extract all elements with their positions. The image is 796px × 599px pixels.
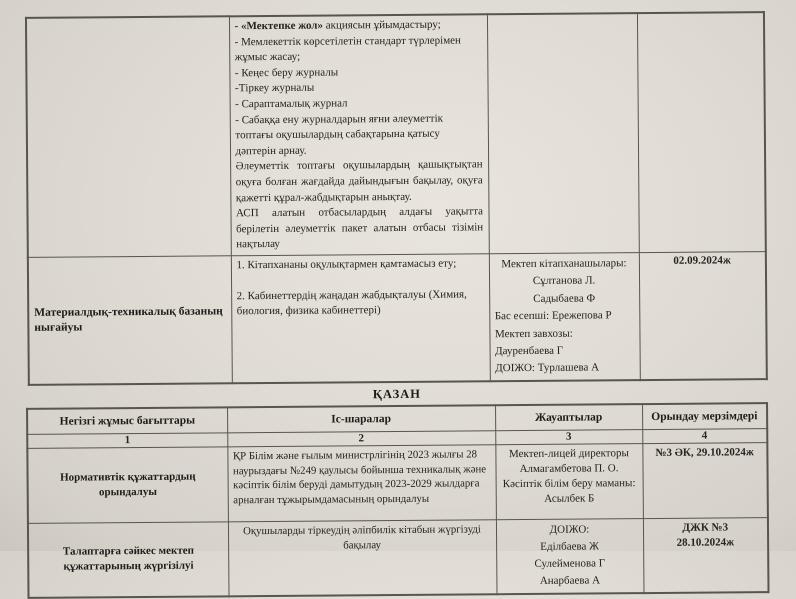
direction-cell: Талаптарға сәйкес мектеп құжаттарының жүргізілуі [28,522,229,598]
responsible-cell-empty [487,13,639,254]
column-number: 2 [227,430,495,446]
column-header-deadlines: Орындау мерзімдері [642,403,767,429]
column-header-activities: Іс-шаралар [227,405,495,433]
responsible-cell: ДОІЖО: Еділбаева Ж Сулейменова Г Анарбаева А [496,518,644,593]
activities-cell [231,254,490,383]
column-number: 3 [495,429,642,444]
activity-lead-rest: акциясын ұйымдастыру; [322,18,441,32]
activity-lead-bold: - «Мектепке жол» [234,19,324,33]
responsible-cell: Мектеп-лицей директоры Алмагамбетова П. О. Кәсіптік білім беру маманы: Асылбек Б [495,443,643,519]
month-title: ҚАЗАН [372,386,422,401]
activities-cell: ҚР Білім және ғылым министрлігінің 2023 жылғы 28 наурыздағы №249 қаулысы бойынша техникалық және кәсіптік білім беруді дамытудың 2023-2029 жылдарға арналған тұжырымдамасының орындалуы [227,444,496,521]
deadline-cell: 02.09.2024ж [639,252,767,380]
deadline-cell: ДЖК №3 28.10.2024ж [643,517,769,592]
activity-lines: - Мемлекеттік көрсетілетін стандарт түрлерімен жұмыс жасау; - Кеңес беру журналы -Тіркеу журналы - Сараптамалық журнал - Сабаққа ену журналдарын яғни әлеуметтік топтағы оқушылардың сабақтарына қатысу дәптерін арнау. [234,34,461,158]
deadline-cell-empty [637,12,766,252]
direction-cell-empty [26,16,231,257]
direction-cell: Материалдық-техникалық базаның нығайуы [28,256,232,385]
direction-cell: Нормативтік құжаттардың орындалуы [27,447,228,524]
column-number: 4 [642,428,767,443]
column-header-directions: Негізгі жұмыс бағыттары [27,407,227,434]
table-row [27,442,768,523]
column-header-responsible: Жауаптылар [495,404,642,431]
table-row [26,12,766,257]
activities-cell [229,14,489,255]
responsible-centered-lines: Мектеп кітапханашылары: Сұлтанова Л. Садыбаева Ф [501,257,627,305]
responsible-cell [489,253,640,382]
table-row [28,252,767,385]
column-number: 1 [27,433,227,449]
plan-table-september [25,11,768,386]
table-row [28,517,769,597]
plan-table-october [26,402,769,599]
deadline-cell: №3 ӘК, 29.10.2024ж [642,442,768,518]
activities-cell: Оқушыларды тіркеудің әліпбилік кітабын жүргізуді бақылау [228,519,497,595]
responsible-left-lines: Бас есепші: Ережепова Р Мектеп завхозы: Дауренбаева Г ДОІЖО: Турлашева А [494,309,612,375]
activity-items: 1. Кітапхананы оқулықтармен қамтамасыз ету; 2. Кабинеттердің жаңадан жабдықталуы (Химия, биология, физика кабинеттері) [236,257,467,318]
activity-justified-paragraphs: Әлеуметтік топтағы оқушылардың қашықтықтан оқуға болған жағдайда дайындығын бақылау, оқуға қажетті құрал-жабдықтарын анықтау. АСП алатын отбасылардың алдағы уақытта берілетін әлеуметтік пакет алатын отбасы тізімін нақтылау [235,158,484,251]
